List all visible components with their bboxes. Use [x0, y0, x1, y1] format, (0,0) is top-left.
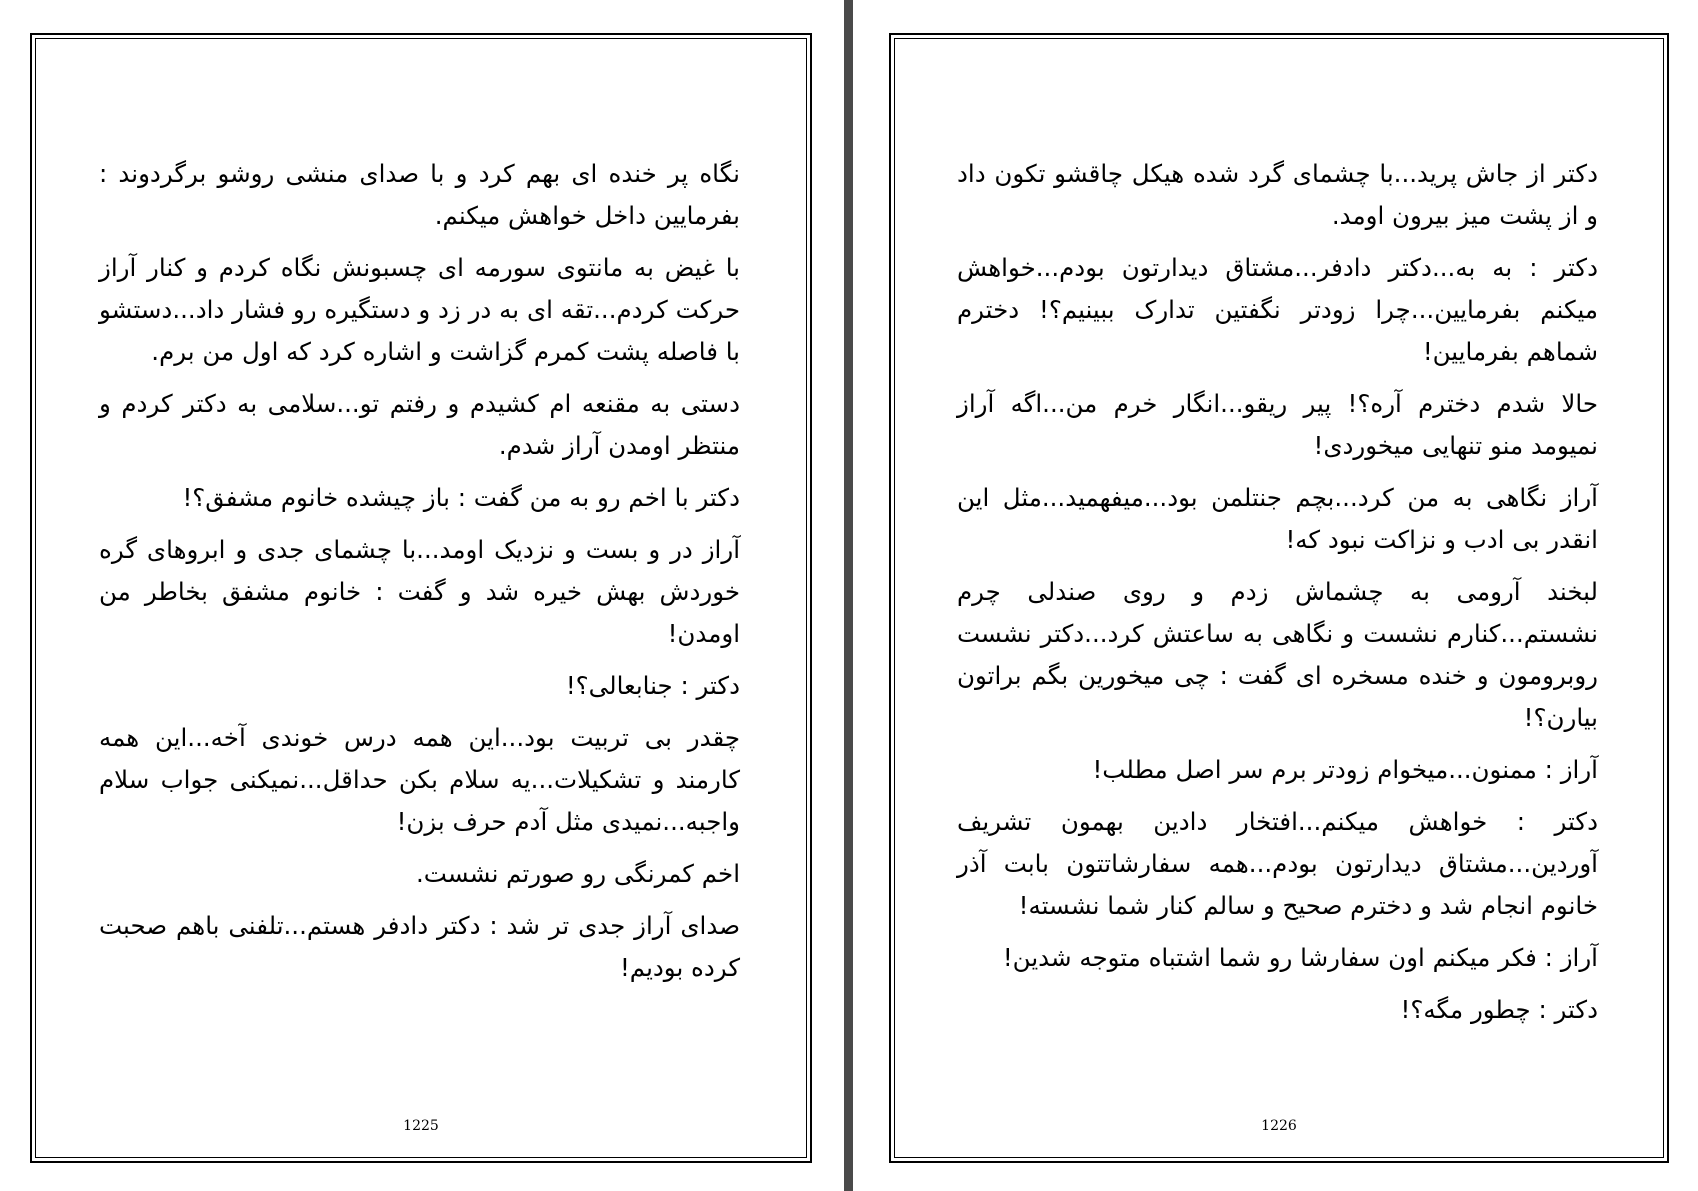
paragraph: لبخند آرومی به چشماش زدم و روی صندلی چرم نشستم...کنارم نشست و نگاهی به ساعتش کرد...دکتر نشست روبرومون و خنده مسخره ای گفت : چی میخورین بگم براتون بیارن؟!: [957, 577, 1598, 732]
page-text: [957, 153, 1598, 1041]
right-page: [889, 33, 1669, 1163]
paragraph: آراز در و بست و نزدیک اومد...با چشمای جدی و ابروهای گره خوردش بهش خیره شد و گفت : خانوم مشفق بخاطر من اومدن!: [99, 535, 740, 648]
page-text: [99, 153, 740, 999]
paragraph: حالا شدم دخترم آره؟! پیر ریقو...انگار خرم من...اگه آراز نمیومد منو تنهایی میخوردی!: [957, 389, 1598, 460]
paragraph: دکتر از جاش پرید...با چشمای گرد شده هیکل چاقشو تکون داد و از پشت میز بیرون اومد.: [957, 159, 1598, 230]
paragraph: آراز نگاهی به من کرد...بچم جنتلمن بود...میفهمید...مثل این انقدر بی ادب و نزاکت نبود که!: [957, 483, 1598, 554]
paragraph: صدای آراز جدی تر شد : دکتر دادفر هستم...تلفنی باهم صحبت کرده بودیم!: [99, 911, 740, 982]
page-number: 1225: [403, 1118, 439, 1134]
paragraph: چقدر بی تربیت بود...این همه درس خوندی آخه...این همه کارمند و تشکیلات...یه سلام بکن حداقل...نمیکنی جواب سلام واجبه...نمیدی مثل آدم حرف بزن!: [99, 723, 740, 836]
paragraph: دکتر با اخم رو به من گفت : باز چیشده خانوم مشفق؟!: [182, 483, 740, 512]
paragraph: آراز : ممنون...میخوام زودتر برم سر اصل مطلب!: [1092, 755, 1598, 784]
paragraph: دکتر : جنابعالی؟!: [565, 671, 740, 700]
paragraph: دکتر : چطور مگه؟!: [1400, 995, 1598, 1024]
paragraph: با غیض به مانتوی سورمه ای چسبونش نگاه کردم و کنار آراز حرکت کردم...تقه ای به در زد و دستگیره رو فشار داد...دستشو با فاصله پشت کمرم گزاشت و اشاره کرد که اول من برم.: [99, 253, 740, 366]
paragraph: اخم کمرنگی رو صورتم نشست.: [416, 859, 740, 888]
page-number: 1226: [1261, 1118, 1297, 1134]
paragraph: نگاه پر خنده ای بهم کرد و با صدای منشی روشو برگردوند : بفرمایین داخل خواهش میکنم.: [99, 159, 740, 230]
book-gutter: [844, 0, 853, 1191]
left-page: [30, 33, 812, 1163]
paragraph: دستی به مقنعه ام کشیدم و رفتم تو...سلامی به دکتر کردم و منتظر اومدن آراز شدم.: [99, 389, 740, 460]
paragraph: دکتر : به به...دکتر دادفر...مشتاق دیدارتون بودم...خواهش میکنم بفرمایین...چرا زودتر نگفتین تدارک ببینیم؟! دخترم شماهم بفرمایین!: [957, 253, 1598, 366]
paragraph: آراز : فکر میکنم اون سفارشا رو شما اشتباه متوجه شدین!: [1002, 943, 1598, 972]
paragraph: دکتر : خواهش میکنم...افتخار دادین بهمون تشریف آوردین...مشتاق دیدارتون بودم...همه سفارشاتتون بابت آذر خانوم انجام شد و دخترم صحیح و سالم کنار شما نشسته!: [957, 807, 1598, 920]
